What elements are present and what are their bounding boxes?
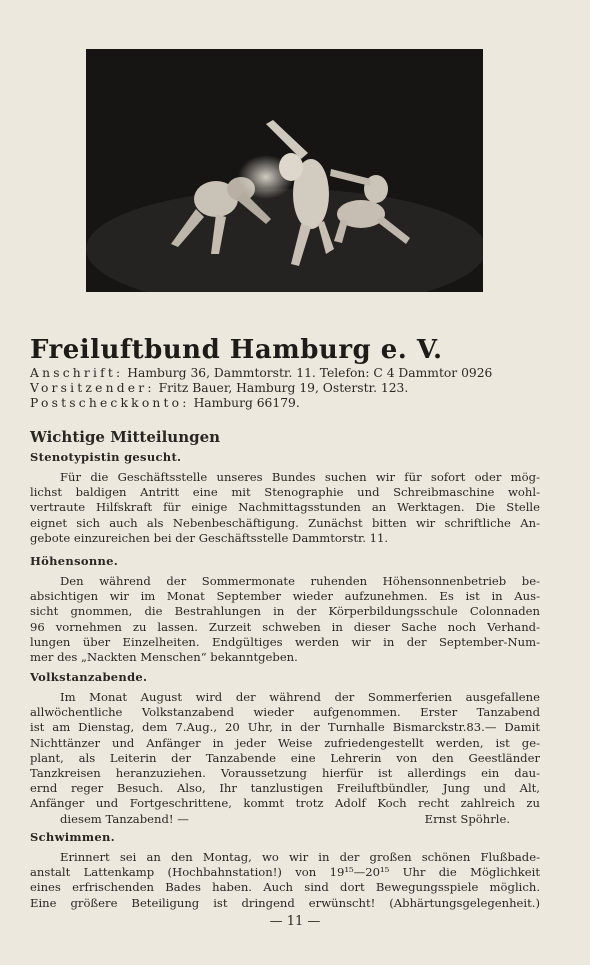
- body-line: sicht gnommen, die Bestrahlungen in der Körperbildungsschule Colonnaden: [30, 604, 540, 619]
- section-title: Wichtige Mitteilungen: [30, 428, 221, 446]
- chairman-label: Vorsitzender:: [30, 381, 155, 395]
- item-body: [30, 574, 540, 665]
- body-line: gebote einzureichen bei der Geschäftsstelle Dammtorstr. 11.: [30, 530, 389, 545]
- item-heading: Höhensonne.: [30, 554, 119, 568]
- body-line: eignet sich auch als Nebenbeschäftigung. Zunächst bitten wir schriftliche An-: [30, 515, 540, 530]
- contact-info: [30, 366, 575, 411]
- body-line: vertraute Hilfskraft für einige Nachmittagsstunden an Werktagen. Die Stelle: [30, 500, 540, 515]
- page-number: — 11 —: [269, 914, 321, 929]
- body-line: Nichttänzer und Anfänger in jeder Weise zufriedengestellt werden, ist ge-: [30, 735, 540, 750]
- item-body: [30, 470, 540, 546]
- body-line: allwöchentliche Volkstanzabend wieder aufgenommen. Erster Tanzabend: [30, 705, 540, 720]
- body-line: Eine größere Beteiligung ist dringend erwünscht! (Abhärtungsgelegenheit.): [30, 895, 540, 910]
- body-line: mer des „Nackten Menschen“ bekanntgeben.: [30, 650, 298, 665]
- address-row: [30, 366, 575, 381]
- signature-row: [30, 812, 540, 827]
- body-line: diesem Tanzabend! —: [60, 811, 189, 826]
- item-heading: Volkstanzabende.: [30, 670, 148, 684]
- chairman-row: [30, 381, 575, 396]
- body-line: 96 vornehmen zu lassen. Zurzeit schweben in dieser Sache noch Verhand-: [30, 619, 540, 634]
- address-label: Anschrift:: [30, 366, 124, 380]
- body-line: eines erfrischenden Bades haben. Auch sind dort Bewegungsspiele möglich.: [30, 880, 540, 895]
- body-line: plant, als Leiterin der Tanzabende eine Lehrerin von den Geestländer: [30, 750, 540, 765]
- item-heading: Stenotypistin gesucht.: [30, 450, 182, 464]
- item-body: [30, 690, 540, 827]
- club-title: Freiluftbund Hamburg e. V.: [30, 335, 443, 365]
- body-line: Für die Geschäftsstelle unseres Bundes suchen wir für sofort oder mög-: [60, 470, 540, 484]
- postal-account-label: Postscheckkonto:: [30, 396, 190, 410]
- body-line: absichtigen wir im Monat September wieder aufzunehmen. Es ist in Aus-: [30, 589, 540, 604]
- item-heading: Schwimmen.: [30, 830, 115, 844]
- body-line: ernd reger Besuch. Also, Ihr tanzlustigen Freiluftbündler, Jung und Alt,: [30, 781, 540, 796]
- item-body: [30, 850, 540, 911]
- body-line: Im Monat August wird der während der Sommerferien ausgefallene: [60, 690, 540, 704]
- body-line: Tanzkreisen heranzuziehen. Voraussetzung hierfür ist allerdings ein dau-: [30, 766, 540, 781]
- body-line: ist am Dienstag, dem 7.Aug., 20 Uhr, in der Turnhalle Bismarckstr.83.— Damit: [30, 720, 540, 735]
- address-value: Hamburg 36, Dammtorstr. 11. Telefon: C 4 Dammtor 0926: [127, 366, 493, 380]
- signature: Ernst Spöhrle.: [424, 811, 510, 826]
- body-line: lichst baldigen Antritt eine mit Stenographie und Schreibmaschine wohl-: [30, 485, 540, 500]
- postal-account-value: Hamburg 66179.: [193, 396, 300, 410]
- postal-account-row: [30, 396, 575, 411]
- body-line: anstalt Lattenkamp (Hochbahnstation!) von 19¹⁵—20¹⁵ Uhr die Möglichkeit: [30, 865, 540, 880]
- dancers-photo: [86, 49, 483, 292]
- chairman-value: Fritz Bauer, Hamburg 19, Osterstr. 123.: [158, 381, 409, 395]
- body-line: Erinnert sei an den Montag, wo wir in der großen schönen Flußbade-: [60, 850, 540, 864]
- body-line: Den während der Sommermonate ruhenden Höhensonnenbetrieb be-: [60, 574, 540, 588]
- body-line: Anfänger und Fortgeschrittene, kommt trotz Adolf Koch recht zahlreich zu: [30, 796, 540, 811]
- body-line: lungen über Einzelheiten. Endgültiges werden wir in der September-Num-: [30, 634, 540, 649]
